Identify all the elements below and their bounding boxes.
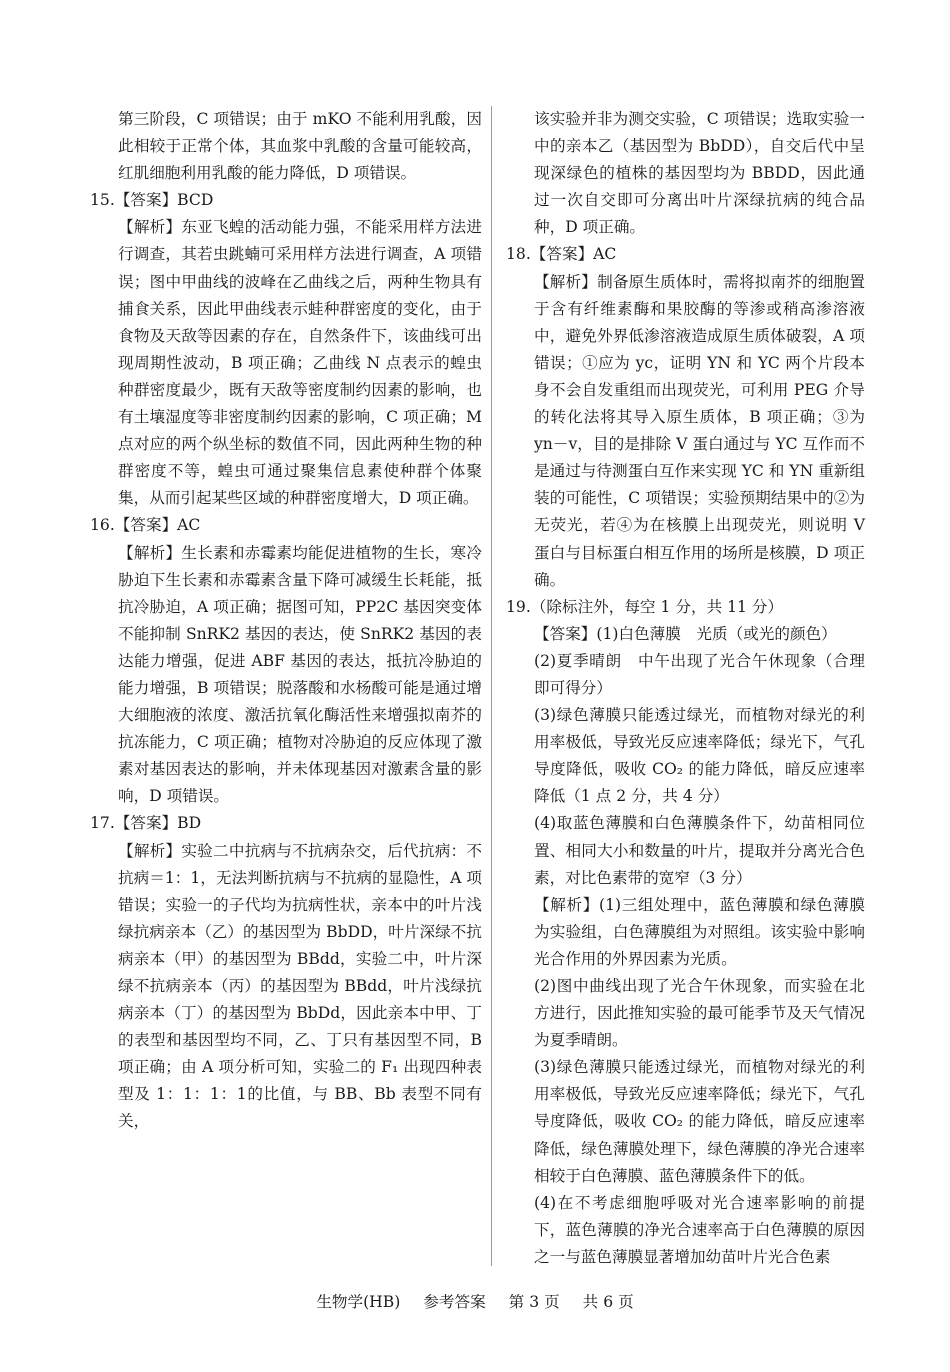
footer-page-total: 共 6 页: [582, 1293, 634, 1311]
q19-analysis-4: (4)在不考虑细胞呼吸对光合速率影响的前提下，蓝色薄膜的净光合速率高于白色薄膜的原因之一与蓝色薄膜显著增加幼苗叶片光合色素: [534, 1193, 865, 1266]
q17-continuation: 该实验并非为测交实验，C 项错误；选取实验一中的亲本乙（基因型为 BbDD），自交后代中呈现深绿色的植株的基因型均为 BBDD，因此通过一次自交即可分离出叶片深绿抗病的纯合品种，D 项正确。: [534, 110, 865, 237]
q19-answer-4: (4)取蓝色薄膜和白色薄膜条件下，幼苗相同位置、相同大小和数量的叶片，提取并分离光合色素，对比色素带的宽窄（3 分）: [534, 814, 865, 887]
q16-answer: 16.【答案】AC: [90, 516, 201, 535]
q18-answer: 18.【答案】AC: [506, 245, 617, 264]
q19-answer-1: 【答案】(1)白色薄膜 光质（或光的颜色）: [534, 624, 837, 643]
q19-analysis-1: 【解析】(1)三组处理中，蓝色薄膜和绿色薄膜为实验组，白色薄膜组为对照组。该实验中影响光合作用的外界因素为光质。: [534, 895, 865, 968]
q16-analysis: 【解析】生长素和赤霉素均能促进植物的生长，寒冷胁迫下生长素和赤霉素含量下降可减缓生长耗能，抵抗冷胁迫，A 项正确；据图可知，PP2C 基因突变体不能抑制 SnRK2 基因的表达，使 SnRK2 基因的表达能力增强，促进 ABF 基因的表达，抵抗冷胁迫的能力增强，B 项错误；脱落酸和水杨酸可能是通过增大细胞液的浓度、激活抗氧化酶活性来增强拟南芥的抗冻能力，C 项正确；植物对冷胁迫的反应体现了激素对基因表达的影响，并未体现基因对激素含量的影响，D 项错误。: [118, 543, 482, 806]
right-column: [506, 106, 865, 1271]
q14-continuation: 第三阶段，C 项错误；由于 mKO 不能利用乳酸，因此相较于正常个体，其血浆中乳酸的含量可能较高，红肌细胞利用乳酸的能力降低，D 项错误。: [118, 110, 482, 183]
q15-analysis: 【解析】东亚飞蝗的活动能力强，不能采用样方法进行调查，其若虫跳蝻可采用样方法进行调查，A 项错误；图中甲曲线的波峰在乙曲线之后，两种生物具有捕食关系，因此甲曲线表示蛙种群密度的变化，由于食物及天敌等因素的存在，自然条件下，该曲线可出现周期性波动，B 项正确；乙曲线 N 点表示的蝗虫种群密度最少，既有天敌等密度制约因素的影响，也有土壤湿度等非密度制约因素的影响，C 项正确；M 点对应的两个纵坐标的数值不同，因此两种生物的种群密度不等，蝗虫可通过聚集信息素使种群个体聚集，从而引起某些区域的种群密度增大，D 项正确。: [118, 218, 482, 508]
footer-subject: 生物学(HB): [316, 1293, 401, 1311]
page-footer: [0, 1290, 950, 1312]
q18-analysis: 【解析】制备原生质体时，需将拟南芥的细胞置于含有纤维素酶和果胶酶的等渗或稍高渗溶液中，避免外界低渗溶液造成原生质体破裂，A 项错误；①应为 yc，证明 YN 和 YC 两个片段本身不会自发重组而出现荧光，可利用 PEG 介导的转化法将其导入原生质体，B 项正确；③为 yn－v，目的是排除 V 蛋白通过与 YC 互作而不是通过与待测蛋白互作来实现 YC 和 YN 重新组装的可能性，C 项错误；实验预期结果中的②为无荧光，若④为在核膜上出现荧光，则说明 V 蛋白与目标蛋白相互作用的场所是核膜，D 项正确。: [534, 272, 865, 589]
q19-analysis-2: (2)图中曲线出现了光合午休现象，而实验在北方进行，因此推知实验的最可能季节及天气情况为夏季晴朗。: [534, 977, 865, 1050]
left-column: [90, 106, 482, 1136]
q19-answer-3: (3)绿色薄膜只能透过绿光，而植物对绿光的利用率极低，导致光反应速率降低；绿光下，气孔导度降低，吸收 CO₂ 的能力降低，暗反应速率降低（1 点 2 分，共 4 分）: [534, 706, 865, 806]
column-divider: [491, 106, 492, 1266]
q17-answer: 17.【答案】BD: [90, 814, 202, 833]
footer-kind: 参考答案: [423, 1293, 486, 1311]
q19-header: 19.（除标注外，每空 1 分，共 11 分）: [506, 597, 784, 616]
q17-analysis: 【解析】实验二中抗病与不抗病杂交，后代抗病：不抗病＝1：1，无法判断抗病与不抗病的显隐性，A 项错误；实验一的子代均为抗病性状，亲本中的叶片浅绿抗病亲本（乙）的基因型为 BbDD，叶片深绿不抗病亲本（甲）的基因型为 BBdd，实验二中，叶片深绿不抗病亲本（丙）的基因型为 BBdd，叶片浅绿抗病亲本（丁）的基因型为 BbDd，因此亲本中甲、丁的表型和基因型均不同，乙、丁只有基因型不同，B 项正确；由 A 项分析可知，实验二的 F₁ 出现四种表型及 1：1：1：1的比值，与 BB、Bb 表型不同有关，: [118, 841, 482, 1131]
q19-answer-2: (2)夏季晴朗 中午出现了光合午休现象（合理即可得分）: [534, 651, 865, 697]
footer-page-number: 第 3 页: [508, 1293, 560, 1311]
q15-answer: 15.【答案】BCD: [90, 191, 214, 210]
q19-analysis-3: (3)绿色薄膜只能透过绿光，而植物对绿光的利用率极低，导致光反应速率降低；绿光下，气孔导度降低，吸收 CO₂ 的能力降低，暗反应速率降低，绿色薄膜处理下，绿色薄膜的净光合速率相较于白色薄膜、蓝色薄膜条件下的低。: [534, 1058, 865, 1185]
